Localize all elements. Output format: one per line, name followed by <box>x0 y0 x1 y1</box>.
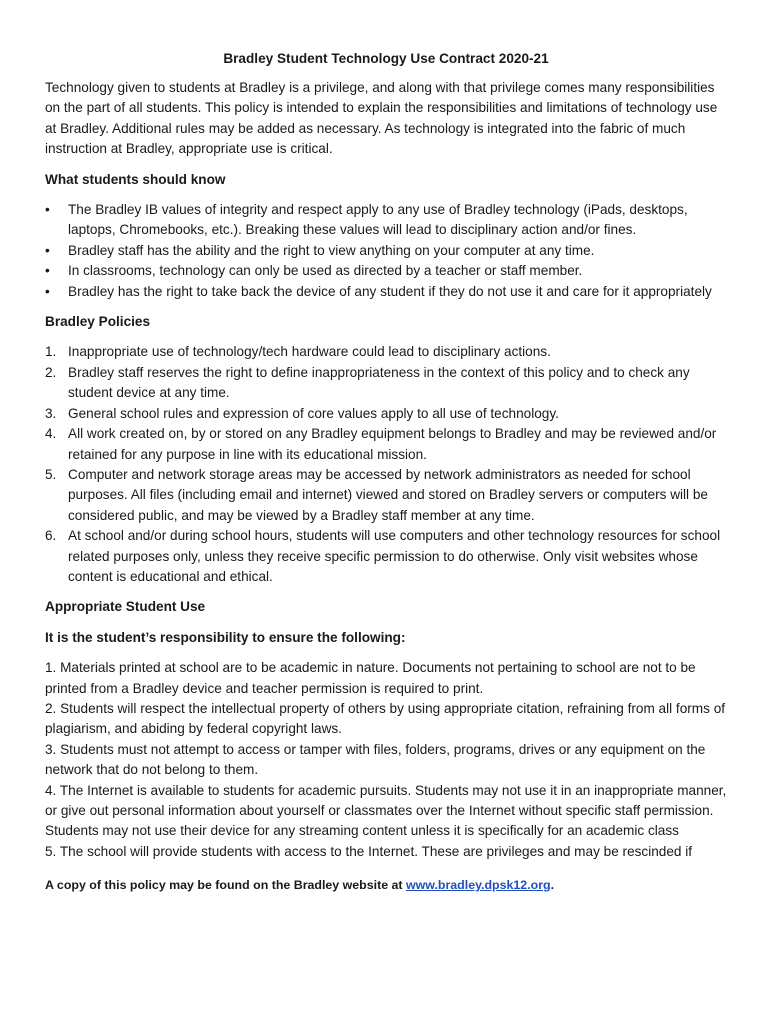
bullet-icon: • <box>45 263 50 279</box>
list-item <box>45 424 727 465</box>
responsibility-item: 1. Materials printed at school are to be academic in nature. Documents not pertaining to school are not to be printed from a Bradley device and teacher permission is required to print. <box>45 660 696 696</box>
list-number: 2. <box>45 364 57 380</box>
list-item <box>45 241 727 261</box>
list-item-text: Inappropriate use of technology/tech hardware could lead to disciplinary actions. <box>68 344 551 360</box>
list-item <box>45 282 727 302</box>
website-link[interactable]: www.bradley.dpsk12.org <box>406 878 551 893</box>
list-item <box>45 261 727 281</box>
bullet-icon: • <box>45 202 50 218</box>
bullet-icon: • <box>45 283 50 299</box>
policies-heading: Bradley Policies <box>45 314 151 330</box>
footer-note <box>45 876 727 894</box>
list-item <box>45 363 727 404</box>
list-item-text: Bradley staff has the ability and the right to view anything on your computer at any time. <box>68 242 595 258</box>
list-item-text: Bradley has the right to take back the device of any student if they do not use it and care for it appropriately <box>68 283 712 299</box>
list-item-text: Computer and network storage areas may be accessed by network administrators as needed for school purposes. All files (including email and internet) viewed and stored on Bradley servers or computers will be considered public, and may be viewed by a Bradley staff member at any time. <box>68 466 708 523</box>
list-item-text: General school rules and expression of core values apply to all use of technology. <box>68 405 559 421</box>
footer-end: . <box>550 878 555 893</box>
list-number: 3. <box>45 405 57 421</box>
responsibility-item: 5. The school will provide students with access to the Internet. These are privileges and may be rescinded if <box>45 843 693 859</box>
list-number: 4. <box>45 426 57 442</box>
list-item <box>45 526 727 587</box>
list-item-text: At school and/or during school hours, students will use computers and other technology resources for school related purposes only, unless they receive specific permission to do otherwise. Only visit websites whose content is educational and ethical. <box>68 528 721 584</box>
responsibility-item: 4. The Internet is available to students for academic pursuits. Students may not use it in an inappropriate manner, or give out personal information about yourself or classmates over the Internet without specific staff permission. Students may not use their device for any streaming content unless it is specifically for an academic class <box>45 782 727 839</box>
list-item-text: The Bradley IB values of integrity and respect apply to any use of Bradley technology (iPads, desktops, laptops, Chromebooks, etc.). Breaking these values will lead to disciplinary action and/or fines. <box>68 202 688 238</box>
list-item-text: Bradley staff reserves the right to define inappropriateness in the context of this policy and to check any student device at any time. <box>68 364 690 401</box>
list-item-text: In classrooms, technology can only be used as directed by a teacher or staff member. <box>68 263 583 279</box>
list-item-text: All work created on, by or stored on any Bradley equipment belongs to Bradley and may be reviewed and/or retained for any purpose in line with its educational mission. <box>68 426 717 462</box>
responsibility-item: 2. Students will respect the intellectual property of others by using appropriate citation, refraining from all forms of plagiarism, and abiding by federal copyright laws. <box>45 700 726 737</box>
list-item <box>45 342 727 362</box>
list-item <box>45 404 727 424</box>
know-heading: What students should know <box>45 171 226 187</box>
list-number: 1. <box>45 344 57 360</box>
intro-paragraph: Technology given to students at Bradley is a privilege, and along with that privilege comes many responsibilities on the part of all students. This policy is intended to explain the responsibilities and limitations of technology use at Bradley. Additional rules may be added as necessary. As technology is integrated into the fabric of much instruction at Bradley, appropriate use is critical. <box>45 80 718 157</box>
policies-list <box>45 342 727 587</box>
know-list <box>45 200 727 302</box>
list-item <box>45 200 727 241</box>
appropriate-use-heading: Appropriate Student Use <box>45 599 206 615</box>
footer-text: A copy of this policy may be found on the Bradley website at <box>45 878 406 893</box>
document-title: Bradley Student Technology Use Contract 2020-21 <box>223 51 549 66</box>
responsibility-item: 3. Students must not attempt to access or tamper with files, folders, programs, drives or any equipment on the network that do not belong to them. <box>45 741 706 778</box>
list-item <box>45 465 727 526</box>
list-number: 6. <box>45 528 57 544</box>
list-number: 5. <box>45 466 57 482</box>
responsibility-list <box>45 658 727 862</box>
responsibility-subheading: It is the student’s responsibility to ensure the following: <box>45 629 406 645</box>
document-page <box>45 50 727 894</box>
bullet-icon: • <box>45 242 50 258</box>
